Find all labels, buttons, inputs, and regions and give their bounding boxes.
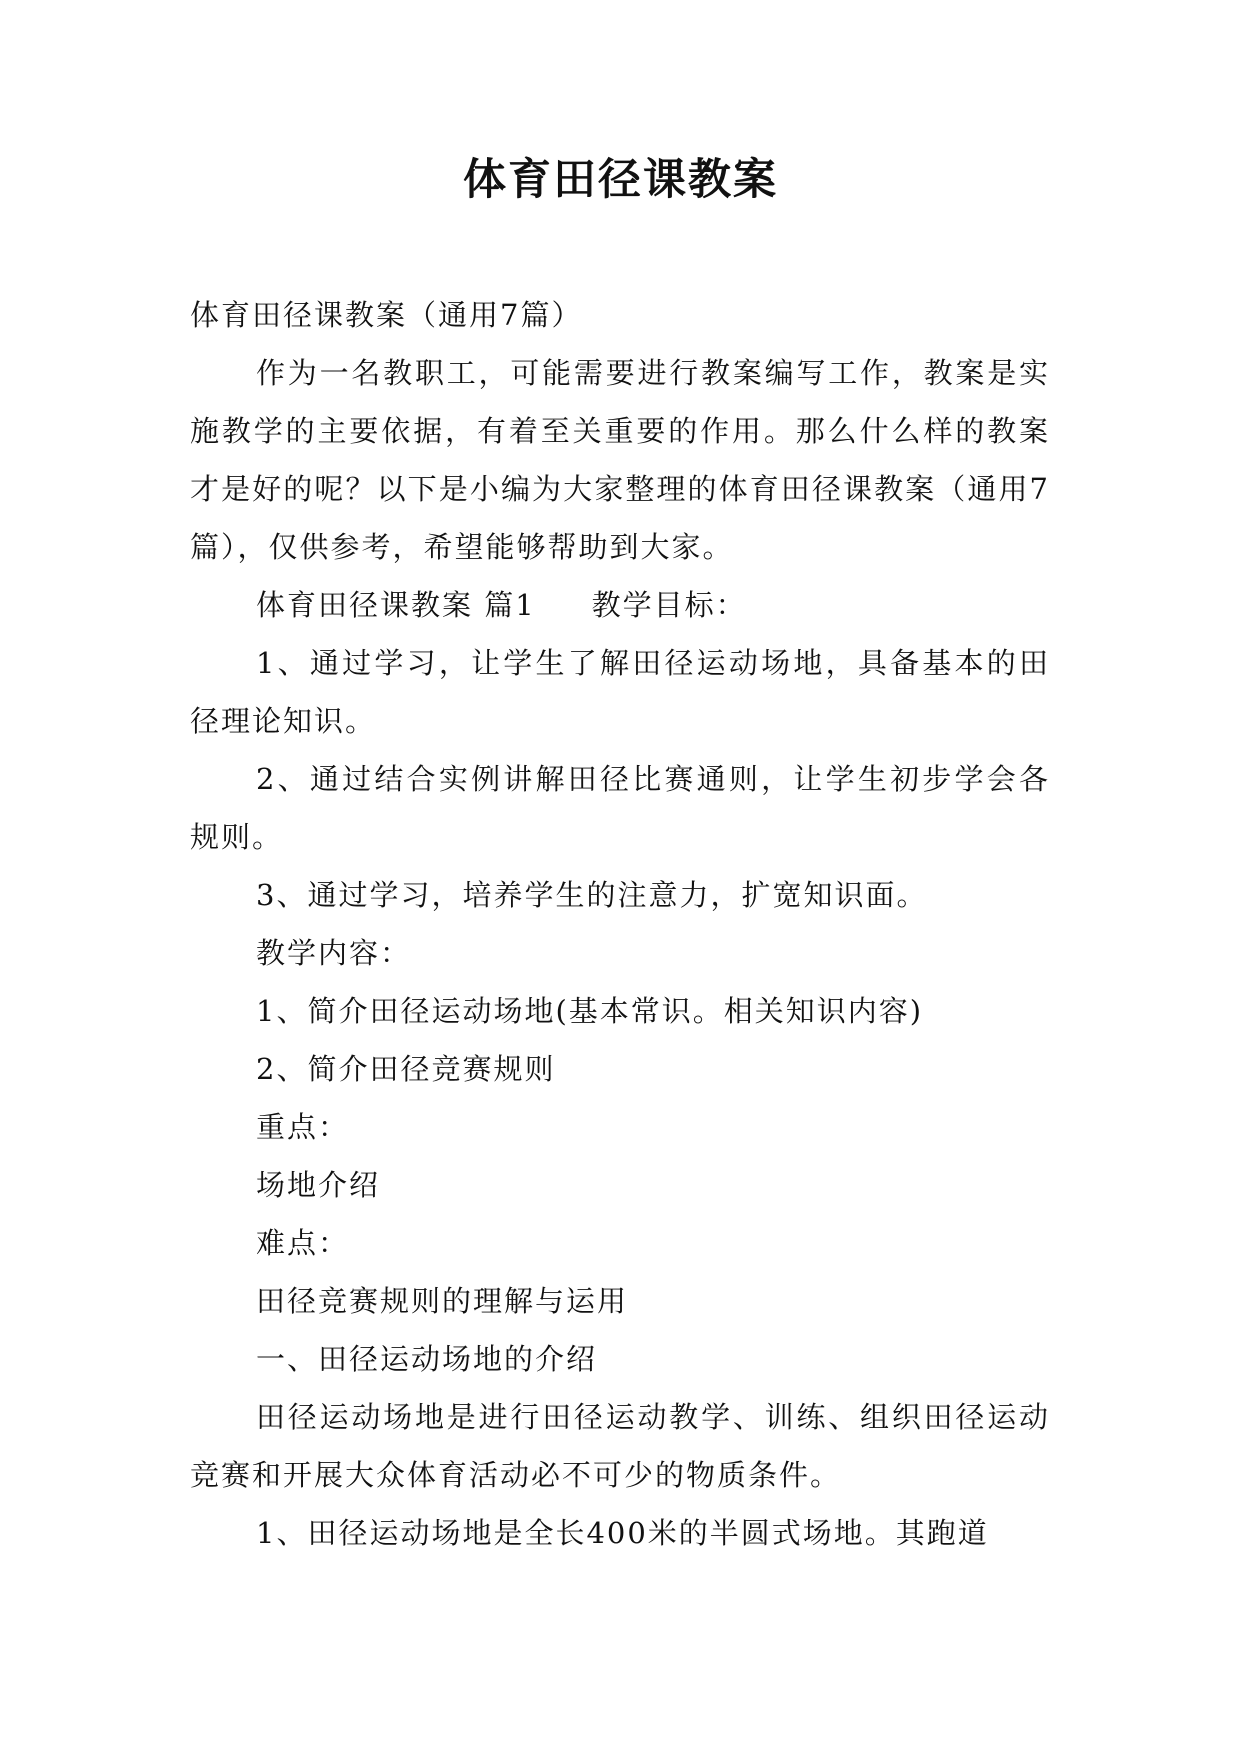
- intro-paragraph: 作为一名教职工，可能需要进行教案编写工作，教案是实施教学的主要依据，有着至关重要的作用。那么什么样的教案才是好的呢？以下是小编为大家整理的体育田径课教案（通用7篇），仅供参考，希望能够帮助到大家。: [190, 356, 1050, 564]
- field-detail-paragraph: 1、田径运动场地是全长400米的半圆式场地。其跑道: [256, 1516, 989, 1550]
- teaching-goals-label: 教学目标：: [591, 588, 747, 622]
- goal-3-paragraph: 3、通过学习，培养学生的注意力，扩宽知识面。: [256, 878, 928, 912]
- document-body: [190, 286, 1050, 1562]
- document-title: 体育田径课教案: [463, 155, 778, 205]
- field-intro-paragraph: 田径运动场地是进行田径运动教学、训练、组织田径运动竞赛和开展大众体育活动必不可少的物质条件。: [190, 1400, 1050, 1492]
- section-heading-paragraph: [190, 576, 1050, 634]
- goal-2-paragraph: 2、通过结合实例讲解田径比赛通则，让学生初步学会各规则。: [190, 762, 1050, 854]
- content-1-paragraph: 1、简介田径运动场地(基本常识。相关知识内容): [256, 994, 924, 1028]
- section-1-heading-paragraph: 一、田径运动场地的介绍: [256, 1342, 598, 1376]
- difficulty-paragraph: 田径竞赛规则的理解与运用: [256, 1284, 629, 1318]
- difficulty-label-paragraph: 难点：: [256, 1226, 350, 1260]
- key-point-label-paragraph: 重点：: [256, 1110, 350, 1144]
- content-label-paragraph: 教学内容：: [256, 936, 412, 970]
- key-point-paragraph: 场地介绍: [256, 1168, 381, 1202]
- content-2-paragraph: 2、简介田径竞赛规则: [256, 1052, 556, 1086]
- goal-1-paragraph: 1、通过学习，让学生了解田径运动场地，具备基本的田径理论知识。: [190, 646, 1050, 738]
- subtitle-paragraph: 体育田径课教案（通用7篇）: [190, 298, 583, 332]
- section-heading: 体育田径课教案 篇1: [256, 588, 536, 622]
